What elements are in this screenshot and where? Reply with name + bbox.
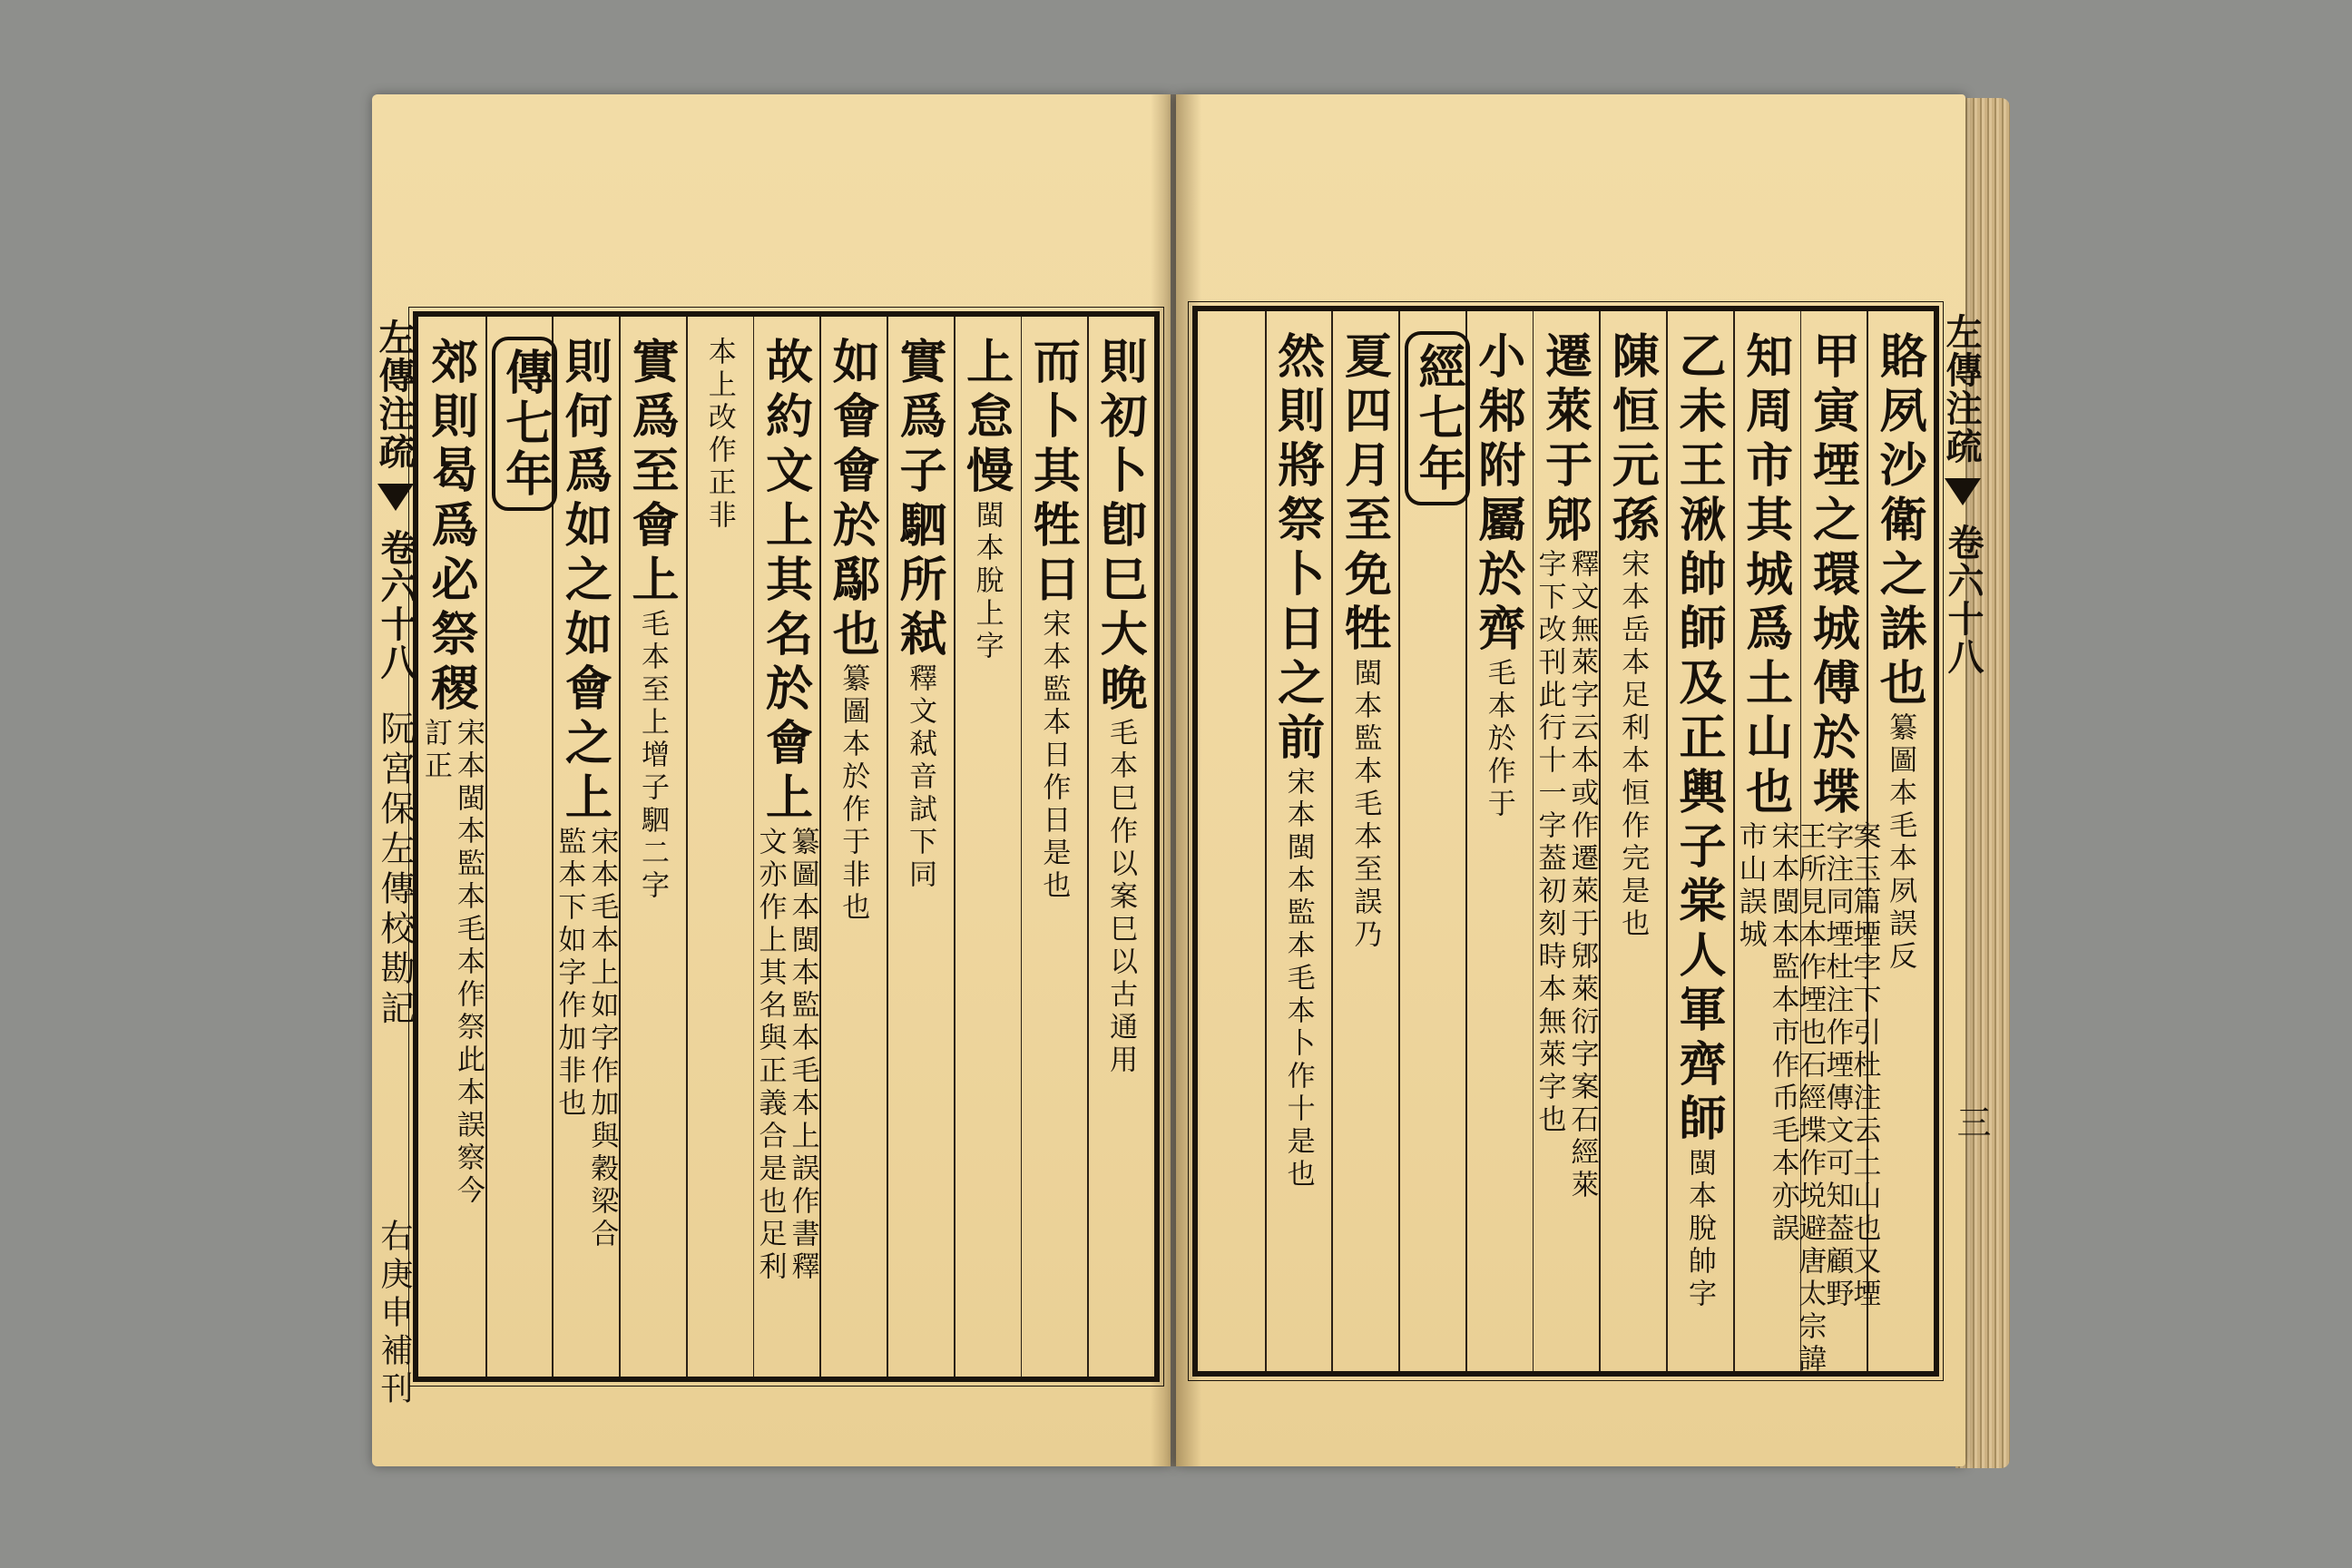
- main-text: 則何爲如之如會之上: [556, 337, 612, 827]
- column-text: [1733, 311, 1800, 1371]
- fold-chapter-right: 卷六十八: [1942, 524, 1984, 676]
- section-heading: [1405, 311, 1470, 1371]
- main-text: 上怠慢: [957, 337, 1014, 500]
- fold-editor: 阮宮保左傳校勘記: [375, 710, 415, 1030]
- text-column: [1398, 311, 1465, 1371]
- fold-title-right: 左傳注疏: [1940, 313, 1983, 466]
- text-column: [1733, 311, 1800, 1371]
- fish-tail-mark-right: [1945, 478, 1981, 505]
- left-fold-strip: [372, 311, 419, 1409]
- column-text: [418, 317, 485, 1377]
- fold-bottom-note: 右庚申補刊: [376, 1219, 413, 1409]
- commentary-note: 本上改作正非: [702, 337, 736, 533]
- text-column: [1666, 311, 1733, 1371]
- text-column: [1465, 311, 1533, 1371]
- column-text: [1265, 311, 1332, 1371]
- column-text: [619, 317, 686, 1377]
- commentary-note: 訂正: [418, 718, 452, 783]
- commentary-note: 宋本岳本足利本恒作完是也: [1616, 549, 1650, 941]
- column-text: [1465, 311, 1533, 1371]
- text-column: [1331, 311, 1398, 1371]
- commentary-note: 案玉篇堙字下引杜注云土山也又堙: [1847, 821, 1881, 1311]
- commentary-note: 閩本監本毛本至誤乃: [1348, 658, 1382, 952]
- text-column: [1793, 311, 1881, 1377]
- text-column: [887, 317, 954, 1377]
- text-column: [619, 317, 686, 1377]
- heading-bracket: 經七年: [1405, 331, 1470, 505]
- commentary-note: 毛本巳作以案巳以古通用: [1104, 718, 1138, 1077]
- commentary-note: 纂圖本毛本夙誤反: [1884, 712, 1917, 974]
- commentary-note: 監本下如字作加非也: [553, 827, 586, 1121]
- main-text: 陳恒元孫: [1603, 331, 1660, 549]
- text-column: [819, 317, 887, 1377]
- main-text: 實爲子駟所弒: [890, 337, 946, 663]
- text-column: [1599, 311, 1666, 1371]
- column-text: [753, 317, 820, 1377]
- text-column: [1087, 317, 1154, 1377]
- main-text: 賂夙沙衛之誅也: [1871, 331, 1927, 712]
- fold-chapter: 卷六十八: [375, 529, 417, 681]
- text-column: [552, 317, 619, 1377]
- left-text-columns: [418, 317, 1154, 1377]
- column-text: [887, 317, 954, 1377]
- commentary-note: 宋本閩本監本毛本作祭此本誤察今: [451, 718, 485, 1208]
- text-column: [485, 317, 553, 1377]
- text-column: [418, 317, 485, 1377]
- right-fold-strip: [1939, 306, 1991, 1377]
- main-text: 而卜其牲日: [1024, 337, 1081, 609]
- column-text: [1021, 317, 1088, 1377]
- text-column: [753, 317, 820, 1377]
- main-text: 如會會於鄬也: [824, 337, 880, 663]
- commentary-note: 閩本脫帥字: [1682, 1148, 1716, 1311]
- commentary-note: 王所見本作堙也石經堞作㙂避唐太宗諱: [1793, 821, 1827, 1377]
- commentary-note: 宋本監本日作日是也: [1037, 609, 1071, 903]
- main-text: 郊則曷爲必祭稷: [422, 337, 478, 718]
- fold-title: 左傳注疏: [373, 318, 416, 471]
- commentary-note: 毛本至上增子駟二字: [636, 609, 670, 903]
- commentary-note: 纂圖本於作于非也: [837, 663, 870, 925]
- column-text: [1087, 317, 1154, 1377]
- text-column: [1265, 311, 1332, 1371]
- main-text: 小邾附屬於齊: [1469, 331, 1525, 658]
- commentary-note: 釋文弒音試下同: [903, 663, 936, 892]
- text-column: [1533, 311, 1600, 1371]
- main-text: 夏四月至免牲: [1336, 331, 1392, 658]
- text-column: [1021, 317, 1088, 1377]
- commentary-note: 宋本閩本監本毛本卜作十是也: [1281, 767, 1315, 1191]
- main-text: 遷萊于郳: [1536, 331, 1592, 549]
- text-column: [954, 317, 1021, 1377]
- main-text: 知周市其城爲土山也: [1737, 331, 1793, 821]
- column-text: [1666, 311, 1733, 1371]
- column-text: [954, 317, 1021, 1377]
- commentary-note: 市山誤城: [1733, 821, 1767, 952]
- column-text: [552, 317, 619, 1377]
- main-text: 故約文上其名於會上: [757, 337, 813, 827]
- main-text: 然則將祭卜日之前: [1269, 331, 1325, 767]
- text-column: [686, 317, 753, 1377]
- commentary-note: 宋本毛本上如字作加與穀梁合: [585, 827, 619, 1251]
- right-text-columns: [1198, 311, 1934, 1377]
- fish-tail-mark: [377, 484, 414, 511]
- column-text: [1599, 311, 1666, 1371]
- column-text: [686, 317, 753, 1377]
- column-text: [1533, 311, 1600, 1371]
- column-text: [819, 317, 887, 1377]
- commentary-note: 纂圖本閩本監本毛本上誤作書釋: [786, 827, 819, 1284]
- commentary-note: 字注同堙杜注作堙傳文可知葢顧野: [1820, 821, 1854, 1311]
- main-text: 實爲至會上: [623, 337, 680, 609]
- commentary-note: 字下改刊此行十一字葢初刻時本無萊字也: [1533, 549, 1566, 1137]
- commentary-note: 文亦作上其名與正義合是也足利: [753, 827, 787, 1284]
- bleed-through: [817, 249, 875, 298]
- column-text: [1793, 311, 1881, 1377]
- heading-bracket: 傳七年: [492, 337, 557, 511]
- column-text: [1331, 311, 1398, 1371]
- commentary-note: 宋本閩本監本市作币毛本亦誤: [1766, 821, 1799, 1246]
- main-text: 甲寅堙之環城傅於堞: [1804, 331, 1860, 821]
- commentary-note: 毛本於作于: [1482, 658, 1515, 821]
- main-text: 乙未王湫帥師及正輿子棠人軍齊師: [1670, 331, 1726, 1148]
- commentary-note: 釋文無萊字云本或作遷萊于郳萊衍字案石經萊: [1565, 549, 1599, 1202]
- section-heading: [492, 317, 557, 1377]
- commentary-note: 閩本脫上字: [970, 500, 1004, 663]
- main-text: 則初卜卽巳大晚: [1092, 337, 1148, 718]
- page-number: 三: [1951, 1104, 1991, 1139]
